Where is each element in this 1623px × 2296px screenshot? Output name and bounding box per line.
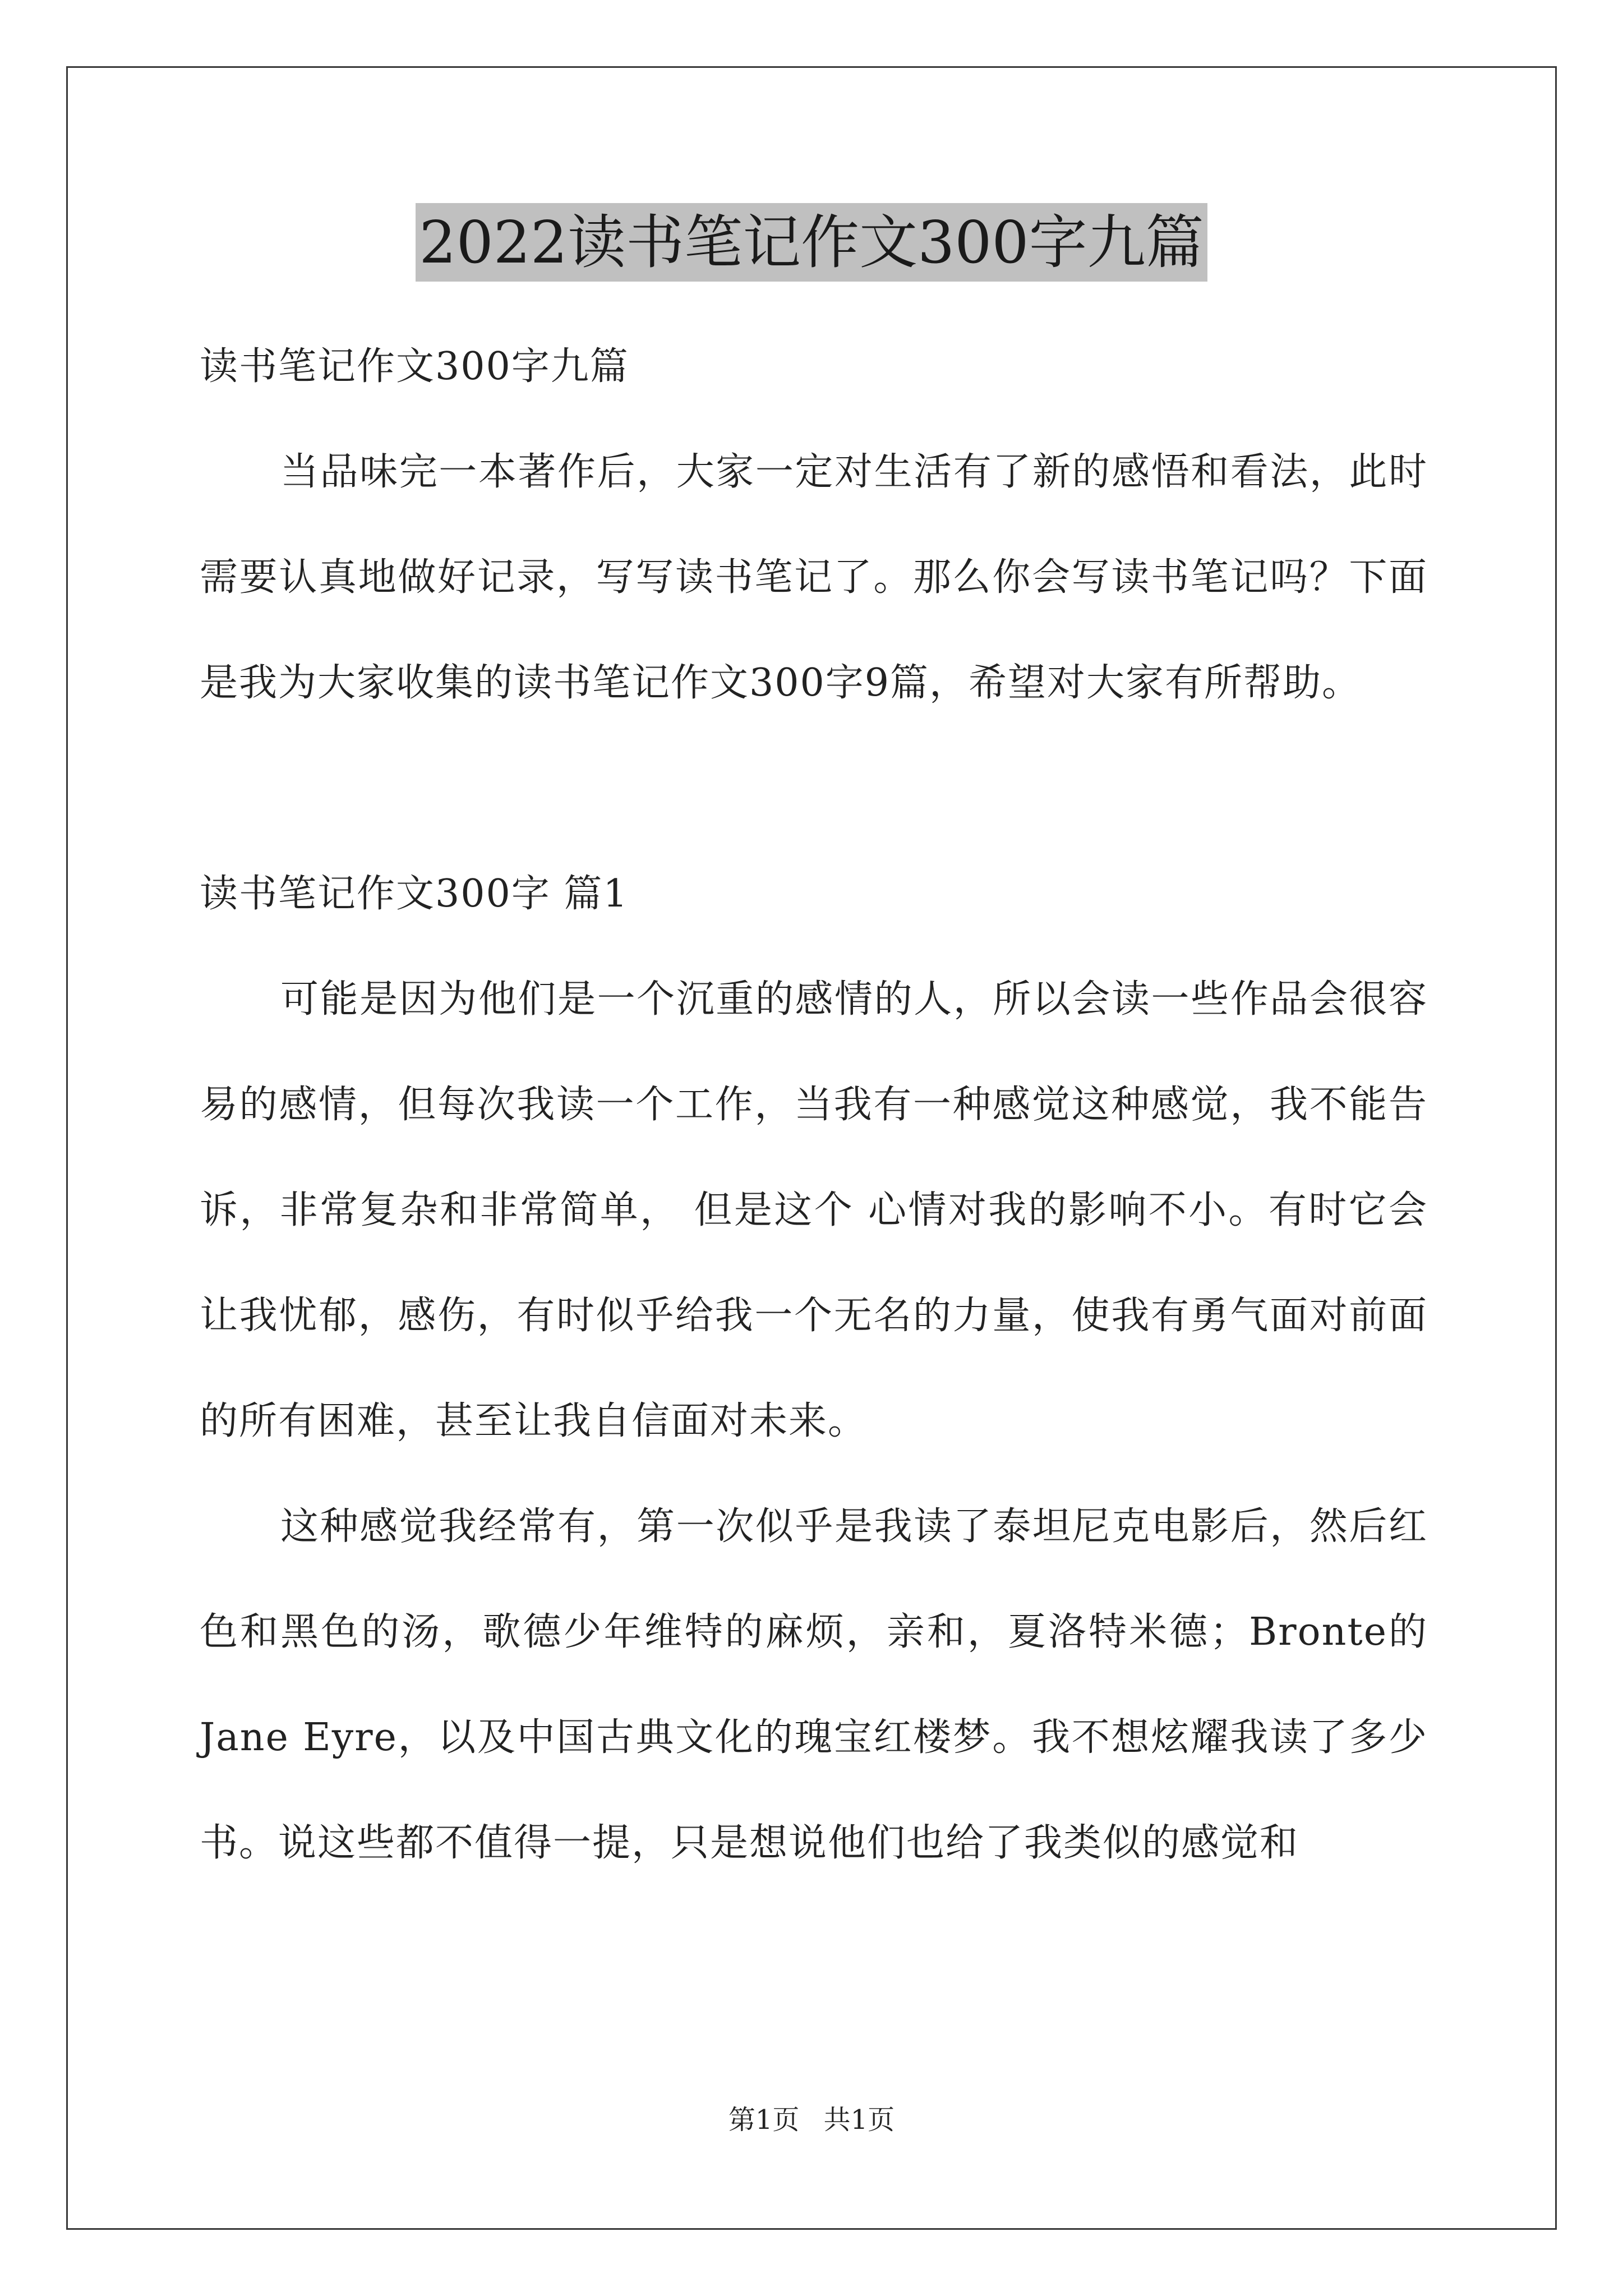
- page-total: 共1页: [823, 2104, 895, 2136]
- title-container: [0, 203, 1623, 282]
- page-footer: [0, 2098, 1623, 2137]
- body-paragraph: 可能是因为他们是一个沉重的感情的人，所以会读一些作品会很容易的感情，但每次我读一个工作，当我有一种感觉这种感觉，我不能告诉，非常复杂和非常简单， 但是这个 心情对我的影响不小。有时它会让我忧郁，感伤，有时似乎给我一个无名的力量，使我有勇气面对前面的所有困难，甚至让我自信面对未来。: [200, 977, 1428, 1443]
- body-paragraph: 这种感觉我经常有，第一次似乎是我读了泰坦尼克电影后，然后红色和黑色的汤，歌德少年维特的麻烦，亲和，夏洛特米德；Bronte的Jane Eyre，以及中国古典文化的瑰宝红楼梦。我不想炫耀我读了多少书。说这些都不值得一提，只是想说他们也给了我类似的感觉和: [200, 1504, 1428, 1865]
- document-body: [200, 314, 1428, 1896]
- intro-paragraph: 当品味完一本著作后，大家一定对生活有了新的感悟和看法，此时需要认真地做好记录，写写读书笔记了。那么你会写读书笔记吗？下面是我为大家收集的读书笔记作文300字9篇，希望对大家有所帮助。: [200, 450, 1428, 705]
- page-number: 第1页: [728, 2104, 800, 2136]
- section-spacer: [200, 736, 1428, 841]
- document-title: 2022读书笔记作文300字九篇: [416, 203, 1207, 282]
- section-heading: 读书笔记作文300字 篇1: [200, 872, 629, 916]
- document-subtitle: 读书笔记作文300字九篇: [200, 344, 629, 389]
